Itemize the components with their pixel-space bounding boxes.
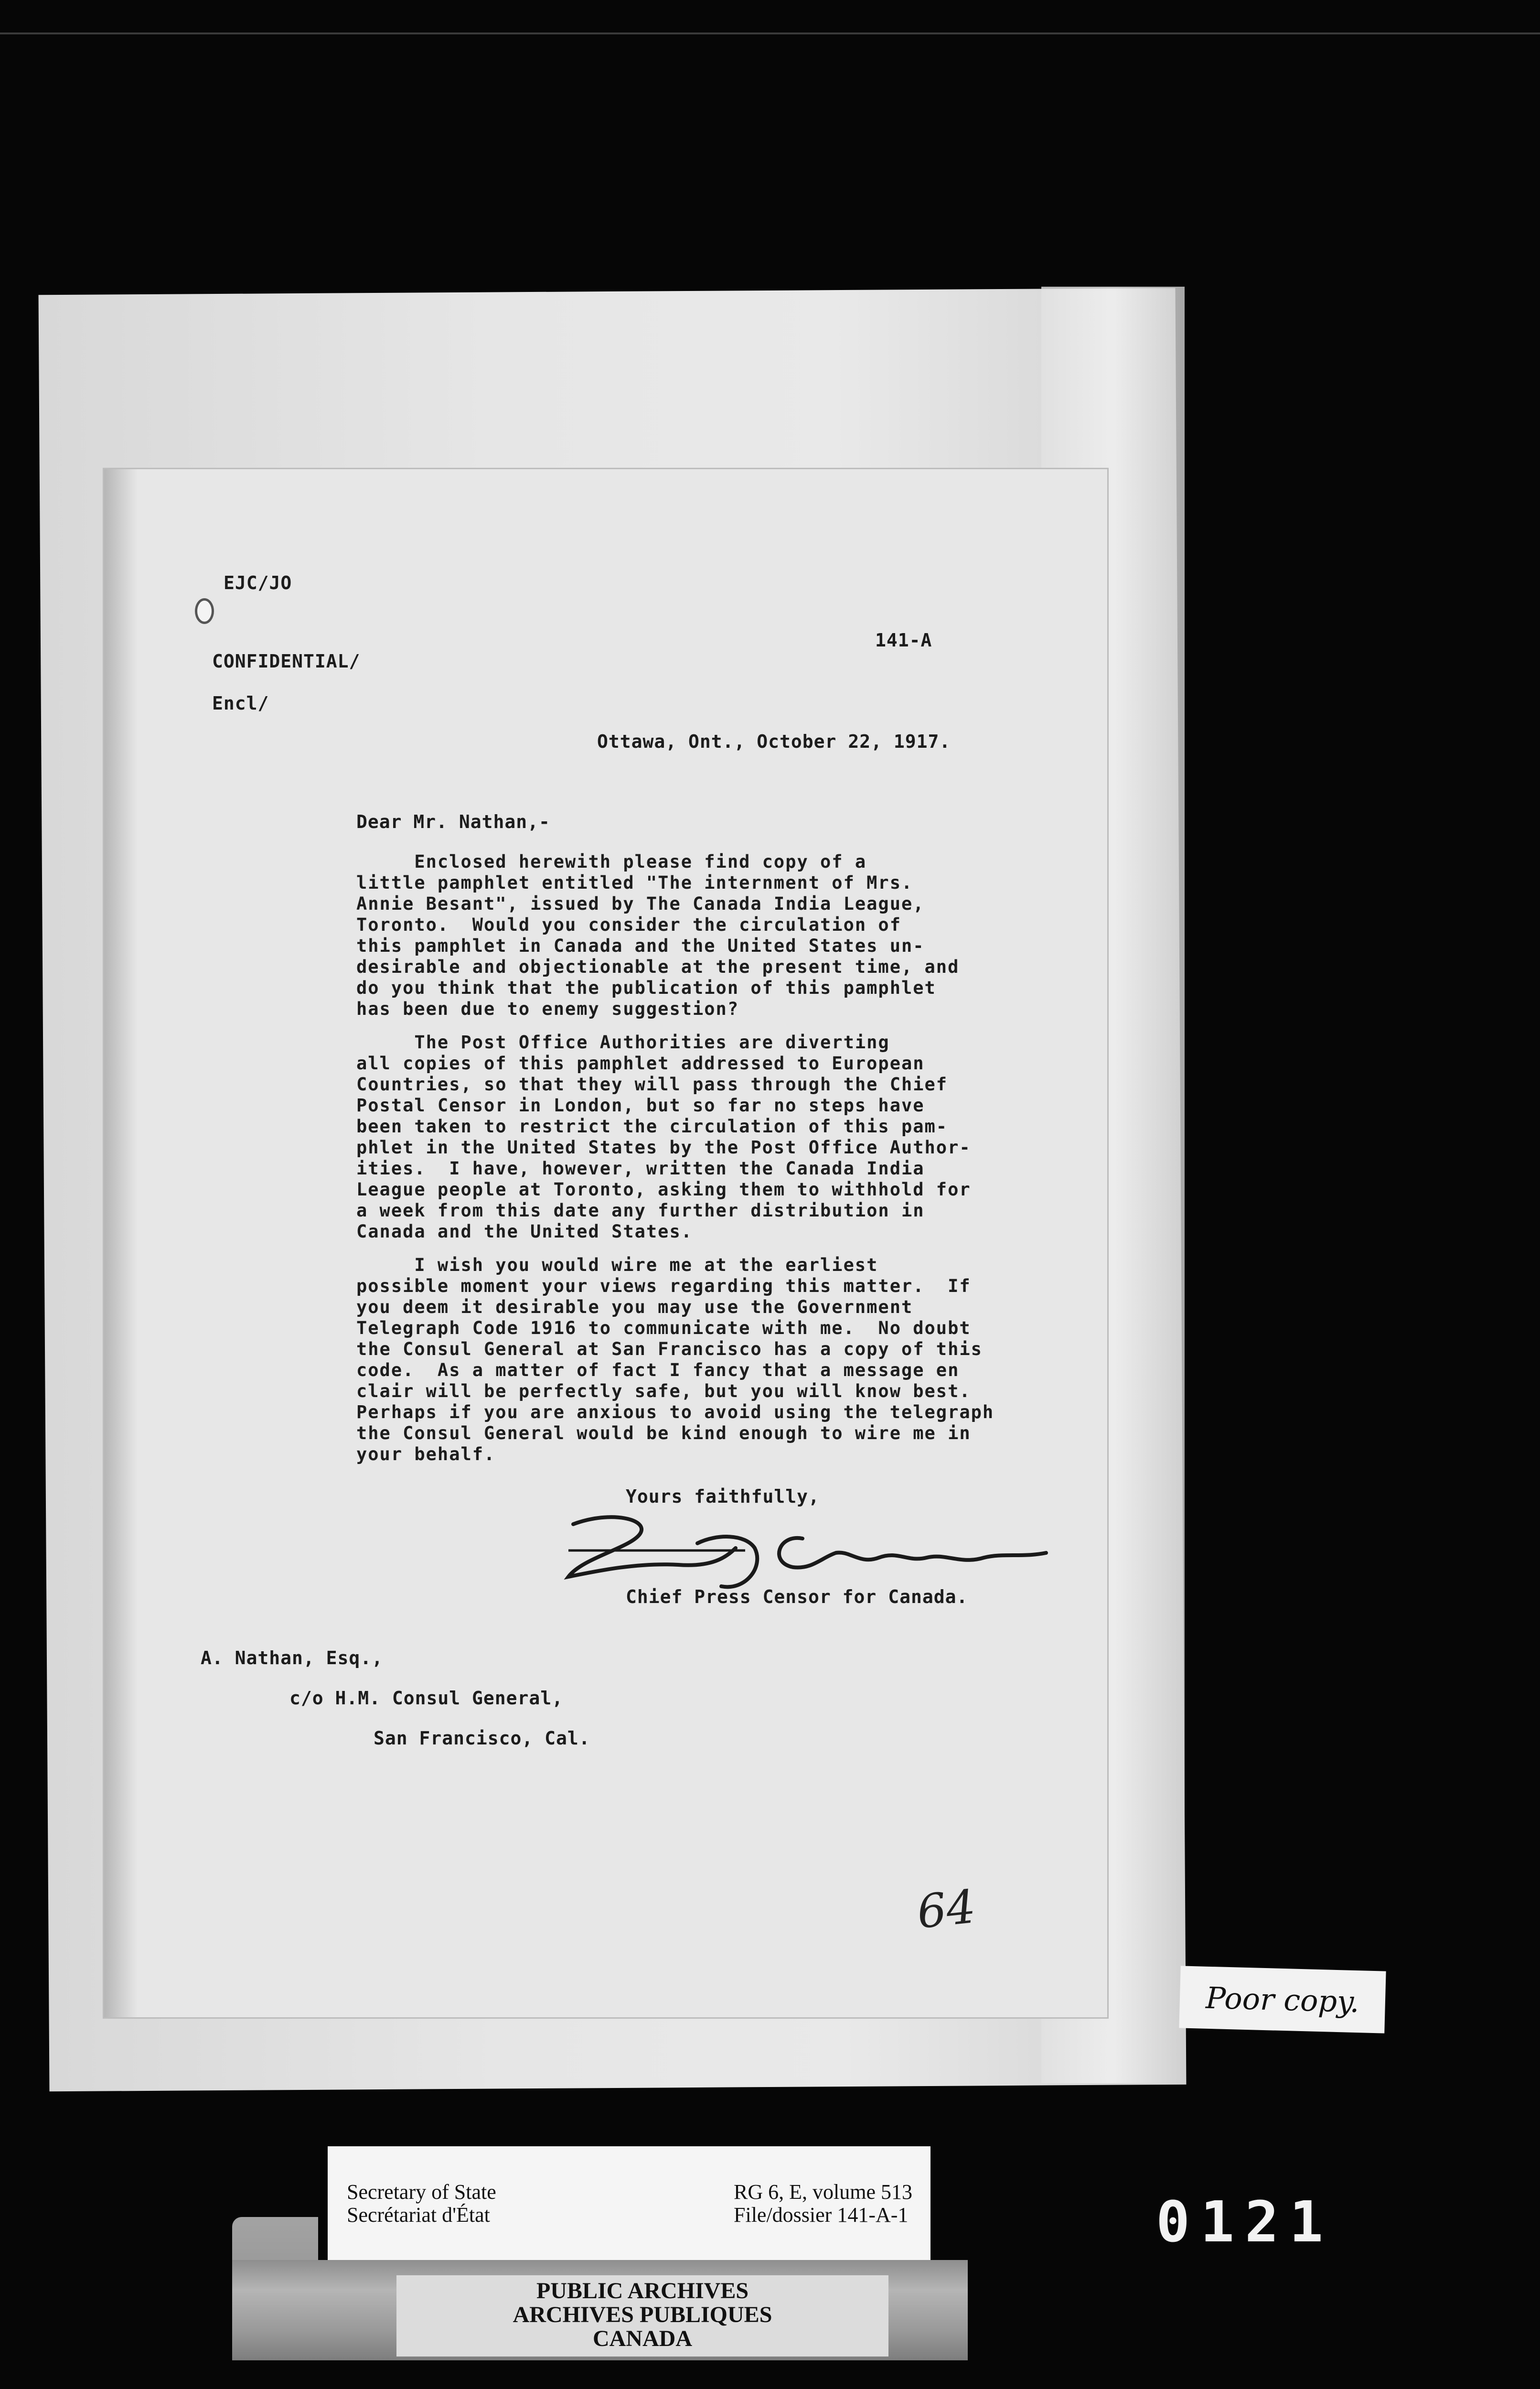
volume-reference: RG 6, E, volume 513 <box>734 2180 912 2204</box>
paragraph-line: phlet in the United States by the Post Office Author- <box>356 1137 971 1158</box>
paragraph-line: ities. I have, however, written the Canada India <box>356 1158 925 1179</box>
address-line-2: c/o H.M. Consul General, <box>289 1688 564 1709</box>
paragraph-line: Perhaps if you are anxious to avoid using the telegraph <box>356 1402 995 1422</box>
paragraph-line: The Post Office Authorities are diverting <box>356 1032 890 1053</box>
paragraph-line: has been due to enemy suggestion? <box>356 999 739 1019</box>
address-line-3: San Francisco, Cal. <box>374 1728 590 1749</box>
stamp-line: PUBLIC ARCHIVES <box>536 2278 749 2303</box>
file-reference: File/dossier 141-A-1 <box>734 2203 909 2227</box>
paragraph-line: desirable and objectionable at the present time, and <box>356 957 960 977</box>
paragraph-line: Annie Besant", issued by The Canada India League, <box>356 893 925 914</box>
paragraph-line: Countries, so that they will pass through the Chief <box>356 1074 948 1095</box>
paragraph-line: all copies of this pamphlet addressed to European <box>356 1053 925 1074</box>
film-top-line <box>0 32 1540 34</box>
paragraph-line: possible moment your views regarding this matter. If <box>356 1276 971 1296</box>
paragraph-line: been taken to restrict the circulation of this pam- <box>356 1116 948 1137</box>
file-number: 141-A <box>875 630 932 651</box>
paragraph-line: Enclosed herewith please find copy of a <box>356 851 867 872</box>
paragraph-line: this pamphlet in Canada and the United States un- <box>356 936 925 956</box>
paragraph-line: do you think that the publication of this pamphlet <box>356 978 936 998</box>
paragraph-line: your behalf. <box>356 1444 496 1464</box>
closing: Yours faithfully, <box>626 1486 820 1507</box>
reference-initials: EJC/JO <box>224 572 292 593</box>
paragraph-line: Postal Censor in London, but so far no steps have <box>356 1095 925 1116</box>
paragraph-line: I wish you would wire me at the earliest <box>356 1255 878 1275</box>
letter-page-shadow <box>104 469 138 2017</box>
department-french: Secrétariat d'État <box>347 2203 490 2227</box>
department-english: Secretary of State <box>347 2180 496 2204</box>
poor-copy-label: Poor copy. <box>1179 1966 1386 2033</box>
frame-number: 0121 <box>1156 2189 1334 2255</box>
handwritten-page-number: 64 <box>914 1879 978 1939</box>
paragraph-line: a week from this date any further distribution in <box>356 1200 925 1221</box>
paragraph-line: Telegraph Code 1916 to communicate with me. No doubt <box>356 1318 971 1338</box>
paragraph-line: code. As a matter of fact I fancy that a message en <box>356 1360 960 1380</box>
public-archives-stamp <box>396 2275 888 2357</box>
dateline: Ottawa, Ont., October 22, 1917. <box>597 731 951 752</box>
confidential-mark: CONFIDENTIAL/ <box>212 651 361 672</box>
stamp-line: ARCHIVES PUBLIQUES <box>513 2302 772 2327</box>
paragraph-line: little pamphlet entitled "The internment of Mrs. <box>356 872 913 893</box>
paragraph-line: the Consul General at San Francisco has a copy of this <box>356 1339 983 1359</box>
signer-title: Chief Press Censor for Canada. <box>626 1586 968 1607</box>
enclosure-mark: Encl/ <box>212 693 269 714</box>
salutation: Dear Mr. Nathan,- <box>356 811 550 832</box>
paragraph-line: clair will be perfectly safe, but you will know best. <box>356 1381 971 1401</box>
paragraph-line: you deem it desirable you may use the Government <box>356 1297 913 1317</box>
archive-reference-card <box>328 2146 930 2278</box>
paragraph-line: Toronto. Would you consider the circulation of <box>356 915 901 935</box>
punch-hole <box>195 598 214 624</box>
paragraph-line: the Consul General would be kind enough to wire me in <box>356 1423 971 1443</box>
paragraph-line: League people at Toronto, asking them to withhold for <box>356 1179 971 1200</box>
paragraph-line: Canada and the United States. <box>356 1221 693 1242</box>
stamp-line: CANADA <box>593 2326 692 2351</box>
address-line-1: A. Nathan, Esq., <box>201 1647 384 1668</box>
